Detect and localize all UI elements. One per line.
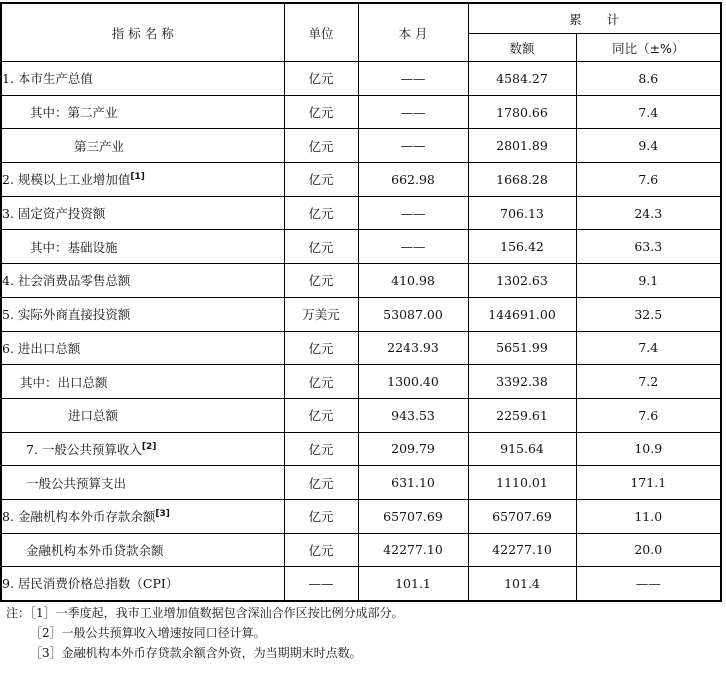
- header-amount: 数额: [468, 34, 576, 62]
- table-row: [1, 365, 721, 399]
- unit-cell: 亿元: [284, 163, 358, 197]
- this-month-cell: ——: [358, 62, 468, 96]
- header-indicator-name: 指 标 名 称: [1, 3, 284, 62]
- cumulative-amount-cell: 706.13: [468, 196, 576, 230]
- cumulative-amount-cell: 4584.27: [468, 62, 576, 96]
- table-row: [1, 533, 721, 567]
- indicator-name-cell: [1, 466, 284, 500]
- unit-cell: 亿元: [284, 331, 358, 365]
- table-row: [1, 567, 721, 601]
- unit-cell: 亿元: [284, 432, 358, 466]
- indicator-name-cell: [1, 264, 284, 298]
- cumulative-amount-cell: 144691.00: [468, 297, 576, 331]
- footnote-marker: [2]: [141, 441, 157, 452]
- table-row: [1, 163, 721, 197]
- this-month-cell: 631.10: [358, 466, 468, 500]
- table-row: [1, 62, 721, 96]
- table-row: [1, 398, 721, 432]
- this-month-cell: 209.79: [358, 432, 468, 466]
- unit-cell: 亿元: [284, 95, 358, 129]
- yoy-cell: 7.4: [576, 95, 721, 129]
- yoy-cell: 7.4: [576, 331, 721, 365]
- table-row: [1, 196, 721, 230]
- footnote-1: 注：［1］一季度起，我市工业增加值数据包含深汕合作区按比例分成部分。: [6, 606, 404, 620]
- indicator-name-cell: [1, 95, 284, 129]
- indicator-name: 7. 一般公共预算收入: [26, 441, 142, 457]
- table-row: [1, 95, 721, 129]
- cumulative-amount-cell: 101.4: [468, 567, 576, 601]
- indicator-name: 金融机构本外币贷款余额: [26, 542, 164, 558]
- this-month-cell: ——: [358, 230, 468, 264]
- indicator-name-cell: [1, 533, 284, 567]
- unit-cell: 亿元: [284, 398, 358, 432]
- this-month-cell: 2243.93: [358, 331, 468, 365]
- header-unit: 单位: [284, 3, 358, 62]
- unit-cell: 亿元: [284, 230, 358, 264]
- indicator-name-cell: [1, 297, 284, 331]
- this-month-cell: 662.98: [358, 163, 468, 197]
- cumulative-amount-cell: 5651.99: [468, 331, 576, 365]
- cumulative-amount-cell: 915.64: [468, 432, 576, 466]
- table-row: [1, 466, 721, 500]
- yoy-cell: 32.5: [576, 297, 721, 331]
- footnote-marker: [3]: [155, 509, 170, 520]
- yoy-cell: 7.2: [576, 365, 721, 399]
- yoy-cell: 63.3: [576, 230, 721, 264]
- table-row: [1, 129, 721, 163]
- yoy-cell: 9.4: [576, 129, 721, 163]
- indicator-name: 第三产业: [74, 138, 125, 154]
- table-row: [1, 499, 721, 533]
- this-month-cell: ——: [358, 129, 468, 163]
- indicator-name-cell: [1, 432, 284, 466]
- indicator-name: 6. 进出口总额: [2, 340, 81, 356]
- indicator-name: 9. 居民消费价格总指数（CPI）: [2, 576, 179, 592]
- yoy-cell: 8.6: [576, 62, 721, 96]
- yoy-cell: 20.0: [576, 533, 721, 567]
- unit-cell: 亿元: [284, 466, 358, 500]
- cumulative-amount-cell: 1668.28: [468, 163, 576, 197]
- cumulative-amount-cell: 65707.69: [468, 499, 576, 533]
- indicator-name: 1. 本市生产总值: [2, 71, 93, 87]
- unit-cell: 亿元: [284, 264, 358, 298]
- this-month-cell: 410.98: [358, 264, 468, 298]
- yoy-cell: 7.6: [576, 398, 721, 432]
- indicator-name: 进口总额: [68, 408, 119, 424]
- footnote-2: ［2］一般公共预算收入增速按同口径计算。: [30, 626, 266, 640]
- indicator-name: 一般公共预算支出: [26, 475, 127, 491]
- indicator-name-cell: [1, 365, 284, 399]
- cumulative-amount-cell: 3392.38: [468, 365, 576, 399]
- indicator-name: 4. 社会消费品零售总额: [2, 273, 131, 289]
- this-month-cell: ——: [358, 95, 468, 129]
- yoy-cell: 10.9: [576, 432, 721, 466]
- footnote-3: ［3］金融机构本外币存贷款余额含外资，为当期期末时点数。: [30, 646, 362, 660]
- indicator-name: 其中：基础设施: [30, 239, 118, 255]
- header-cumulative: 累 计: [468, 3, 721, 34]
- header-this-month: 本 月: [358, 3, 468, 62]
- table-row: [1, 432, 721, 466]
- header-yoy: 同比（±%）: [576, 34, 721, 62]
- indicator-name: 8. 金融机构本外币存款余额: [2, 509, 156, 525]
- indicator-name-cell: [1, 398, 284, 432]
- table-row: [1, 297, 721, 331]
- table-row: [1, 264, 721, 298]
- this-month-cell: 1300.40: [358, 365, 468, 399]
- indicator-name: 其中：第二产业: [30, 105, 118, 121]
- economic-indicators-table: [0, 2, 722, 602]
- table-header: [1, 3, 721, 62]
- this-month-cell: 101.1: [358, 567, 468, 601]
- indicator-name-cell: [1, 230, 284, 264]
- unit-cell: 亿元: [284, 129, 358, 163]
- this-month-cell: 53087.00: [358, 297, 468, 331]
- indicator-name: 5. 实际外商直接投资额: [2, 307, 131, 323]
- yoy-cell: 171.1: [576, 466, 721, 500]
- footnotes: [6, 603, 404, 663]
- unit-cell: 亿元: [284, 499, 358, 533]
- indicator-name: 2. 规模以上工业增加值: [2, 172, 131, 188]
- unit-cell: ——: [284, 567, 358, 601]
- cumulative-amount-cell: 2801.89: [468, 129, 576, 163]
- table-row: [1, 230, 721, 264]
- this-month-cell: 65707.69: [358, 499, 468, 533]
- indicator-name-cell: [1, 129, 284, 163]
- table-body: [1, 62, 721, 601]
- cumulative-amount-cell: 156.42: [468, 230, 576, 264]
- indicator-name-cell: [1, 331, 284, 365]
- footnote-marker: [1]: [130, 172, 145, 183]
- unit-cell: 亿元: [284, 196, 358, 230]
- unit-cell: 亿元: [284, 62, 358, 96]
- this-month-cell: 943.53: [358, 398, 468, 432]
- unit-cell: 亿元: [284, 533, 358, 567]
- indicator-name-cell: [1, 163, 284, 197]
- cumulative-amount-cell: 42277.10: [468, 533, 576, 567]
- cumulative-amount-cell: 2259.61: [468, 398, 576, 432]
- table-row: [1, 331, 721, 365]
- yoy-cell: ——: [576, 567, 721, 601]
- cumulative-amount-cell: 1302.63: [468, 264, 576, 298]
- indicator-name: 3. 固定资产投资额: [2, 206, 106, 222]
- unit-cell: 万美元: [284, 297, 358, 331]
- indicator-name-cell: [1, 196, 284, 230]
- indicator-name: 其中：出口总额: [20, 374, 108, 390]
- yoy-cell: 24.3: [576, 196, 721, 230]
- this-month-cell: ——: [358, 196, 468, 230]
- yoy-cell: 9.1: [576, 264, 721, 298]
- indicator-name-cell: [1, 567, 284, 601]
- indicator-name-cell: [1, 62, 284, 96]
- indicator-name-cell: [1, 499, 284, 533]
- this-month-cell: 42277.10: [358, 533, 468, 567]
- yoy-cell: 11.0: [576, 499, 721, 533]
- unit-cell: 亿元: [284, 365, 358, 399]
- cumulative-amount-cell: 1110.01: [468, 466, 576, 500]
- yoy-cell: 7.6: [576, 163, 721, 197]
- cumulative-amount-cell: 1780.66: [468, 95, 576, 129]
